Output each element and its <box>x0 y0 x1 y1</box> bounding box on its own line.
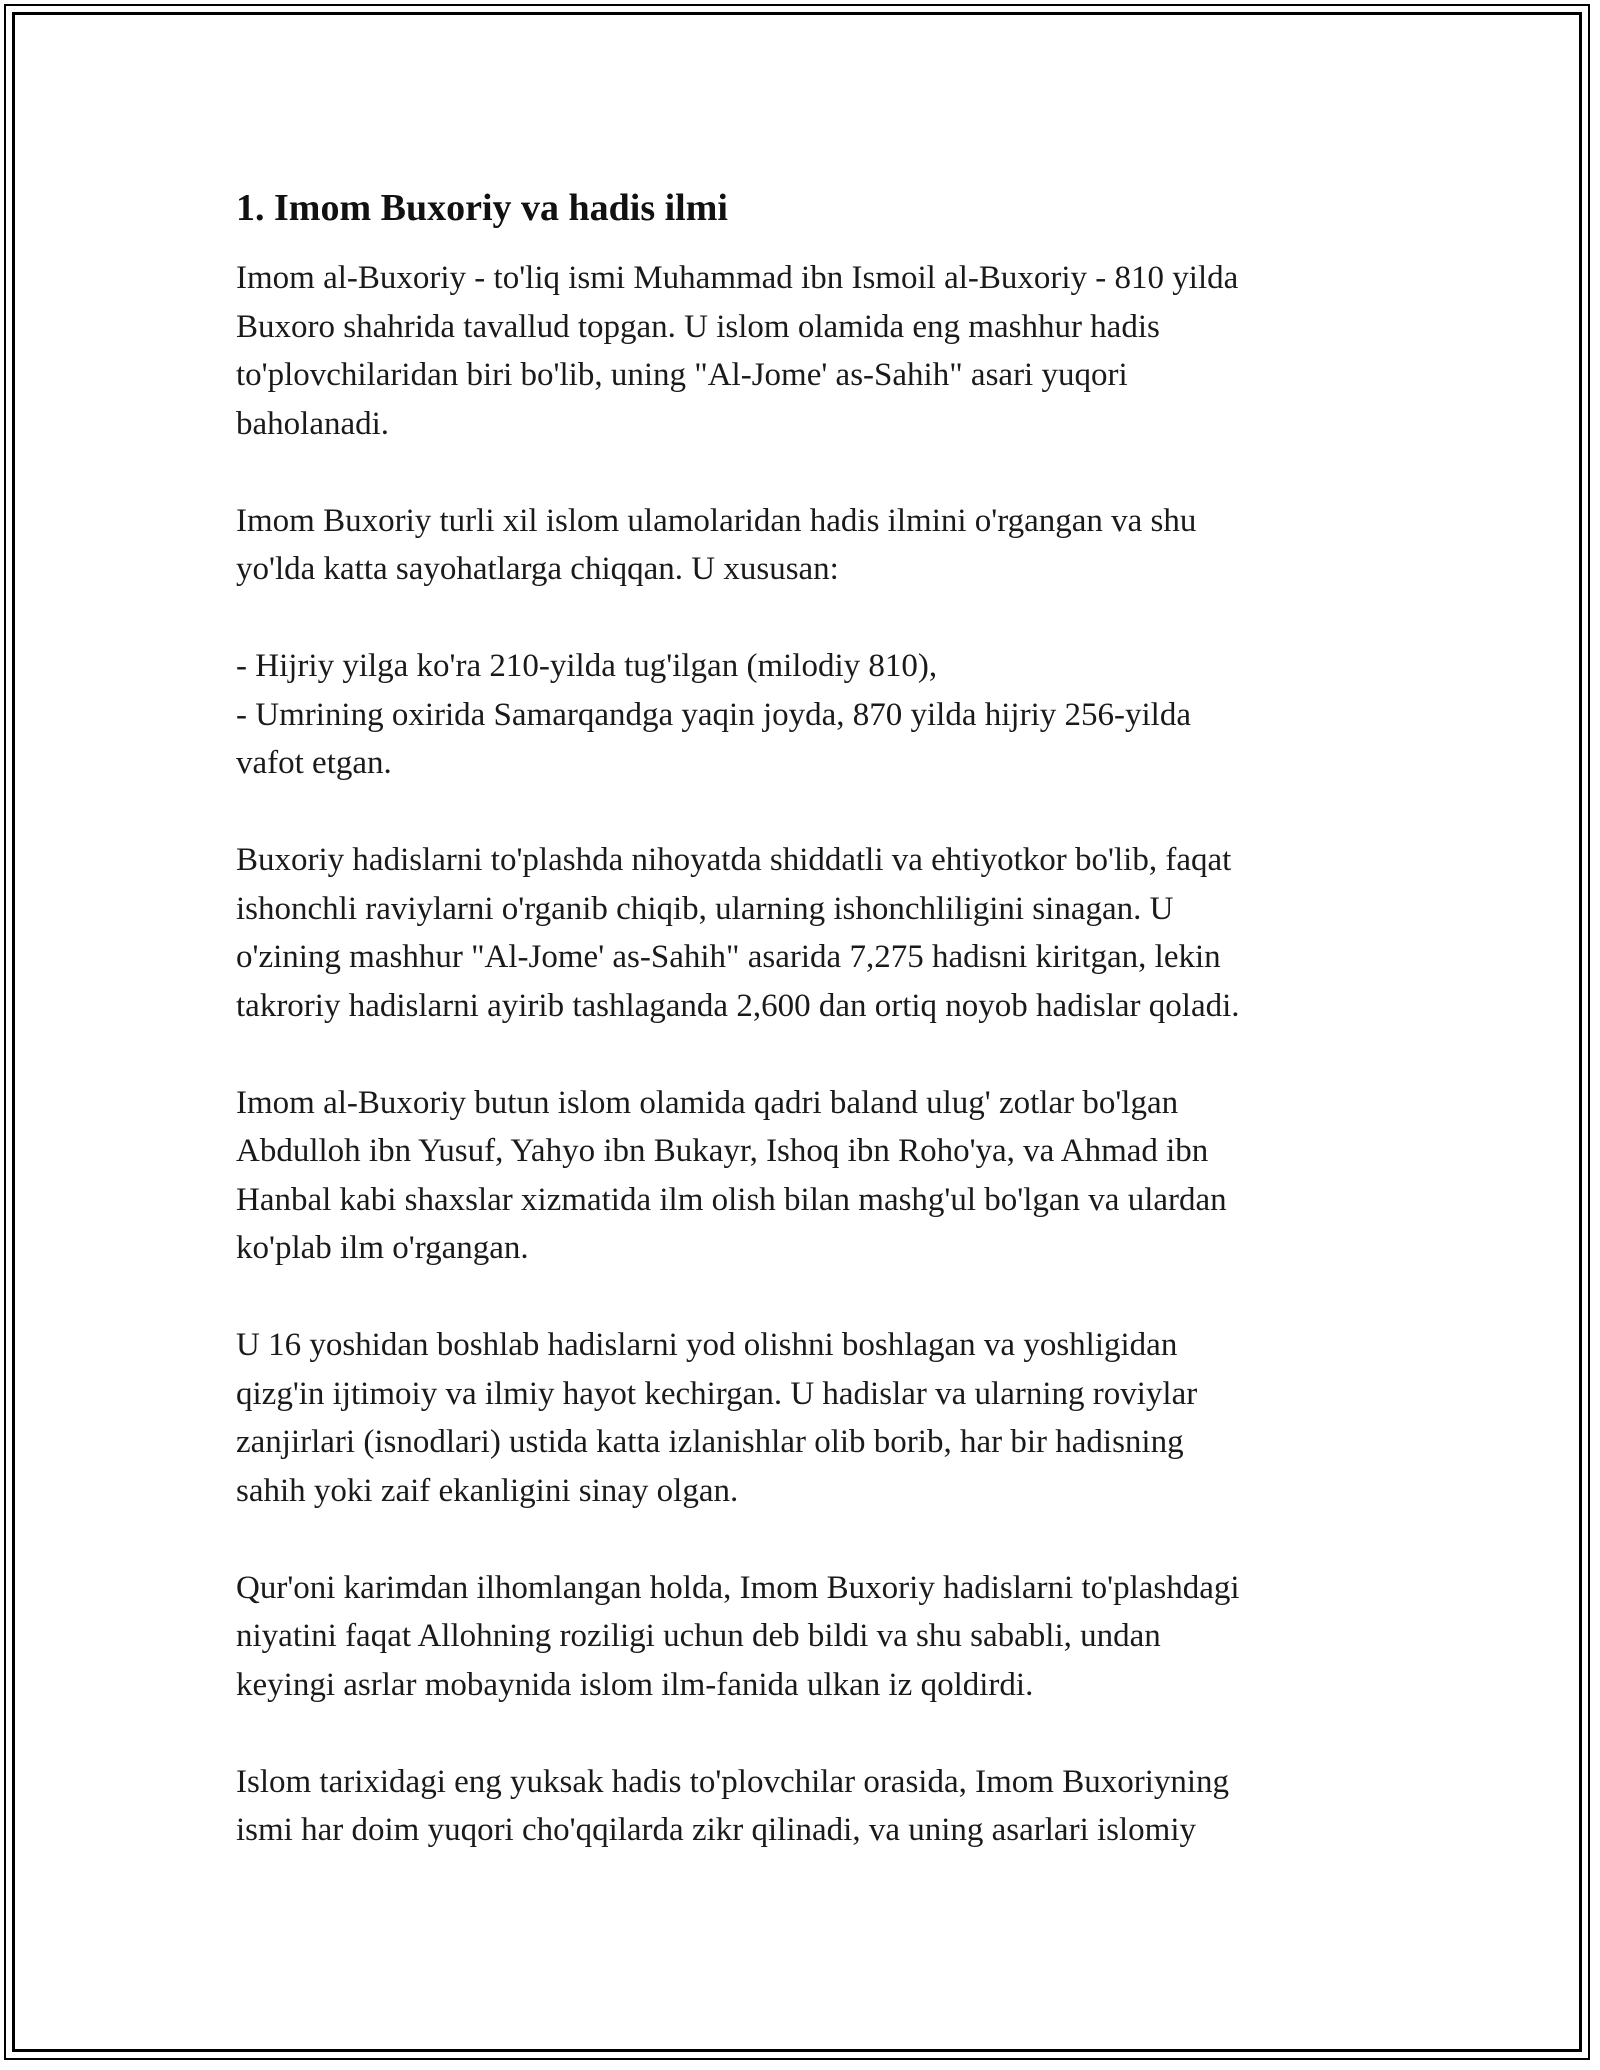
section-title: 1. Imom Buxoriy va hadis ilmi <box>236 187 728 229</box>
paragraph-legacy: Islom tarixidagi eng yuksak hadis to'plovchilar orasida, Imom Buxoriyning ismi har doim yuqori cho'qqilarda zikr qilinadi, va uning asarlari islomiy <box>236 1763 1230 1848</box>
paragraph-intention: Qur'oni karimdan ilhomlangan holda, Imom Buxoriy hadislarni to'plashdagi niyatini faqat Allohning roziligi uchun deb bildi va shu sababli, undan keyingi asrlar mobaynida islom ilm-fanida ulkan iz qoldirdi. <box>236 1569 1240 1703</box>
document-body <box>236 184 1366 1903</box>
paragraph-dates-list: - Hijriy yilga ko'ra 210-yilda tug'ilgan (milodiy 810), - Umrining oxirida Samarqandga yaqin joyda, 870 yilda hijriy 256-yilda vafot etgan. <box>236 648 1191 781</box>
paragraph-studies: Imom Buxoriy turli xil islom ulamolaridan hadis ilmini o'rgangan va shu yo'lda katta sayohatlarga chiqqan. U xususan: <box>236 502 1197 587</box>
paragraph-teachers: Imom al-Buxoriy butun islom olamida qadri baland ulug' zotlar bo'lgan Abdulloh ibn Yusuf, Yahyo ibn Bukayr, Ishoq ibn Roho'ya, va Ahmad ibn Hanbal kabi shaxslar xizmatida ilm olish bilan mashg'ul bo'lgan va ulardan ko'plab ilm o'rgangan. <box>236 1084 1227 1266</box>
paragraph-youth: U 16 yoshidan boshlab hadislarni yod olishni boshlagan va yoshligidan qizg'in ijtimoiy va ilmiy hayot kechirgan. U hadislar va ularning roviylar zanjirlari (isnodlari) ustida katta izlanishlar olib borib, har bir hadisning sahih yoki zaif ekanligini sinay olgan. <box>236 1327 1198 1509</box>
paragraph-collection: Buxoriy hadislarni to'plashda nihoyatda shiddatli va ehtiyotkor bo'lib, faqat ishonchli raviylarni o'rganib chiqib, ularning ishonchliligini sinagan. U o'zining mashhur "Al-Jome' as-Sahih" asarida 7,275 hadisni kiritgan, lekin takroriy hadislarni ayirib tashlaganda 2,600 dan ortiq noyob hadislar qoladi. <box>236 842 1240 1024</box>
paragraph-intro: Imom al-Buxoriy - to'liq ismi Muhammad ibn Ismoil al-Buxoriy - 810 yilda Buxoro shahrida tavallud topgan. U islom olamida eng mashhur hadis to'plovchilaridan biri bo'lib, uning "Al-Jome' as-Sahih" asari yuqori baholanadi. <box>236 260 1239 442</box>
